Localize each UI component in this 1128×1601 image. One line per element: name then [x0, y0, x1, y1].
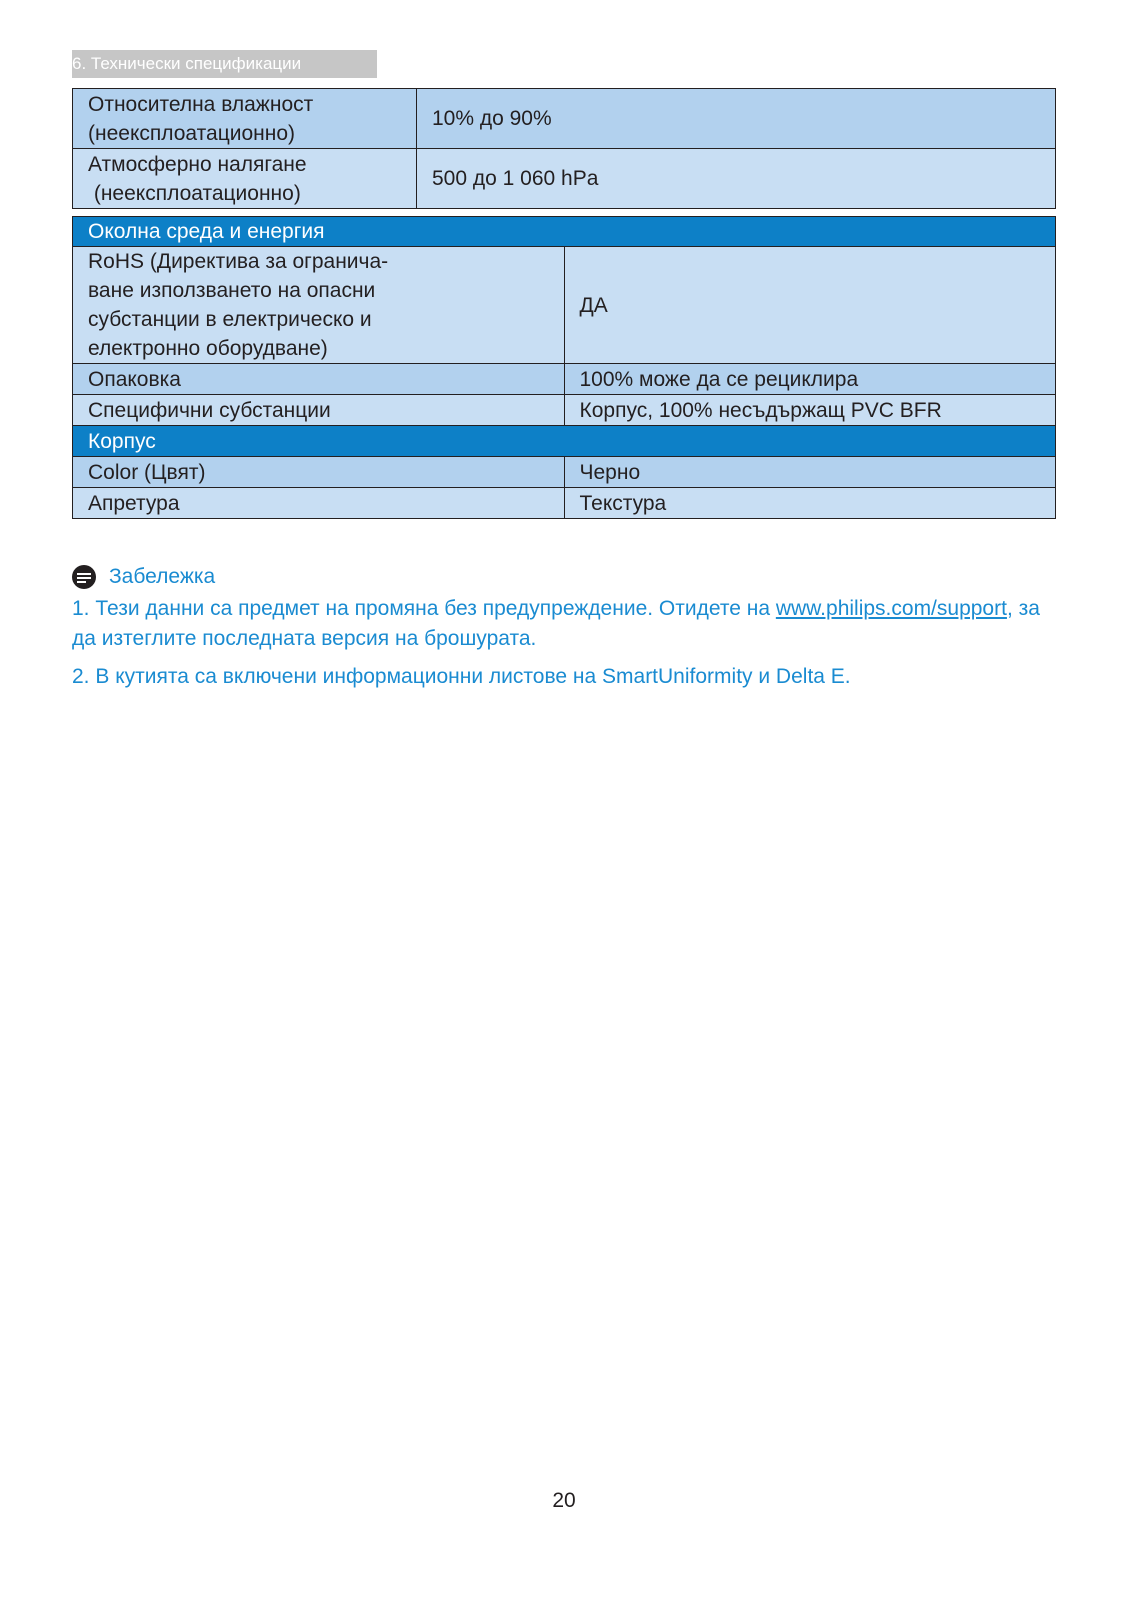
note-icon	[72, 565, 96, 589]
label-line: Атмосферно налягане	[88, 152, 307, 176]
spec-label: Опаковка	[73, 364, 565, 395]
spec-table-humidity-pressure	[72, 88, 1056, 209]
support-link[interactable]: www.philips.com/support	[775, 597, 1007, 620]
note-item-2: 2. В кутията са включени информационни листове на SmartUniformity и Delta E.	[72, 665, 851, 688]
spec-label: Апретура	[73, 488, 565, 519]
label-line: (неексплоатационно)	[88, 121, 295, 145]
section-header-row	[73, 217, 1056, 247]
spec-value: ДА	[564, 247, 1056, 364]
note-title: Забележка	[109, 565, 216, 588]
section-header-environment: Околна среда и енергия	[73, 217, 1056, 247]
table-row	[73, 247, 1056, 364]
spec-label	[73, 149, 417, 209]
label-line: ване използването на опасни	[88, 279, 376, 302]
spec-table-environment-cabinet	[72, 216, 1056, 519]
table-row	[73, 457, 1056, 488]
label-line: електронно оборудване)	[88, 337, 328, 360]
spec-label: Color (Цвят)	[73, 457, 565, 488]
section-header-row	[73, 426, 1056, 457]
spec-label: Специфични субстанции	[73, 395, 565, 426]
spec-value: 500 до 1 060 hPa	[417, 149, 1056, 209]
spec-value: 10% до 90%	[417, 89, 1056, 149]
label-line: RoHS (Директива за ограничa-	[88, 250, 389, 273]
table-row	[73, 364, 1056, 395]
spec-label	[73, 247, 565, 364]
note-title-row	[72, 562, 1062, 592]
section-tab	[72, 50, 377, 78]
spec-value: Черно	[564, 457, 1056, 488]
section-label: 6. Технически спецификации	[72, 54, 302, 73]
spec-value: Корпус, 100% несъдържащ PVC BFR	[564, 395, 1056, 426]
table-row	[73, 149, 1056, 209]
note-item-1-suffix: , за да изтеглите последната версия на брошурата.	[72, 597, 1040, 650]
spec-value: 100% може да се рециклира	[564, 364, 1056, 395]
section-header-cabinet: Корпус	[73, 426, 1056, 457]
spec-label	[73, 89, 417, 149]
table-row	[73, 488, 1056, 519]
note-item-1-prefix: 1. Тези данни са предмет на промяна без предупреждение. Отидете на	[72, 597, 776, 620]
label-line: субстанции в електрическо и	[88, 308, 372, 331]
table-row	[73, 395, 1056, 426]
note-block	[72, 562, 1062, 692]
spec-value: Текстура	[564, 488, 1056, 519]
page-number: 20	[552, 1489, 576, 1512]
label-line: Относителна влажност	[88, 92, 314, 116]
label-line: (неексплоатационно)	[88, 181, 301, 205]
note-item-1	[72, 594, 1062, 654]
table-row	[73, 89, 1056, 149]
